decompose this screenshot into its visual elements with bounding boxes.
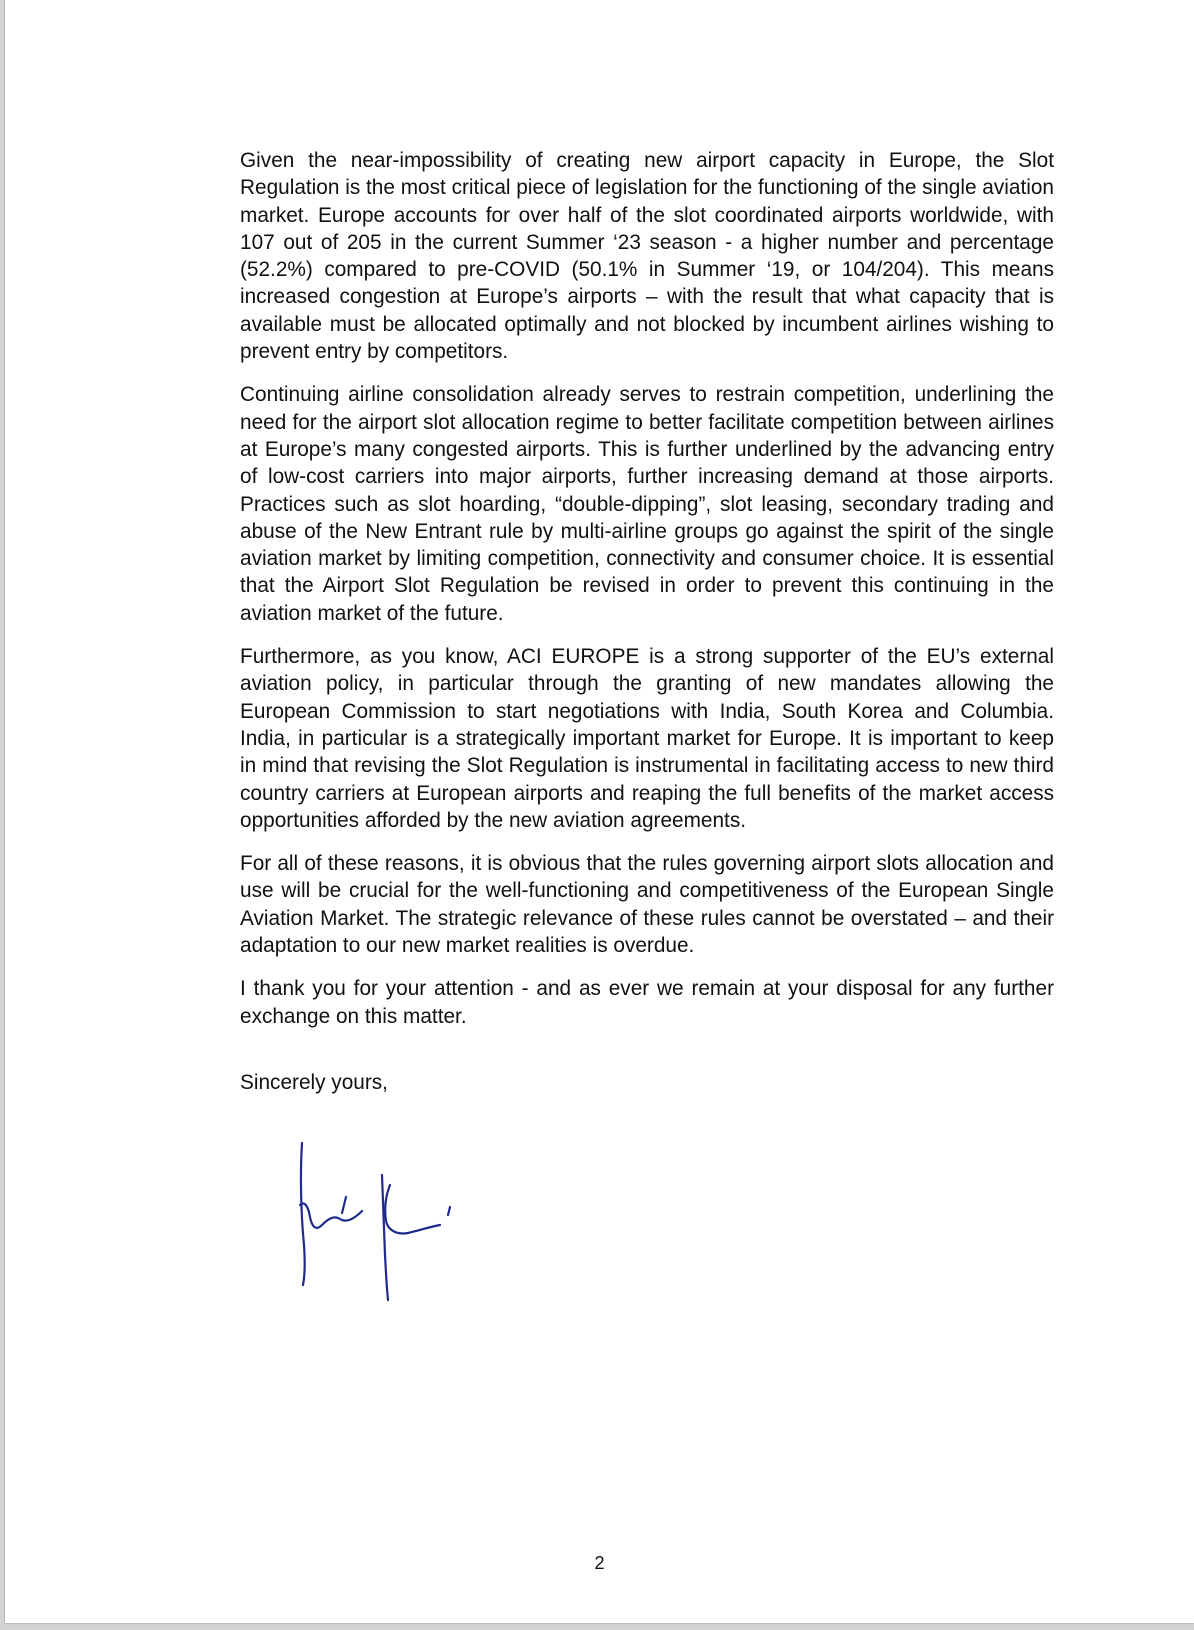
handwritten-signature [290, 1135, 490, 1335]
paragraph-airline-consolidation: Continuing airline consolidation already serves to restrain competition, underlining the need for the airport slot allocation regime to better facilitate competition between airlines at Europe’s many congested airports. This is further underlined by the advancing entry of low-cost carriers into major airports, further increasing demand at those airports. Practices such as slot hoarding, “double-dipping”, slot leasing, secondary trading and abuse of the New Entrant rule by multi-airline groups go against the spirit of the single aviation market by limiting competition, connectivity and consumer choice. It is essential that the Airport Slot Regulation be revised in order to prevent this continuing in the aviation market of the future. [240, 383, 1054, 625]
paragraph-external-aviation-policy: Furthermore, as you know, ACI EUROPE is a strong supporter of the EU’s external aviation policy, in particular through the granting of new mandates allowing the European Commission to start negotiations with India, South Korea and Columbia. India, in particular is a strategically important market for Europe. It is important to keep in mind that revising the Slot Regulation is instrumental in facilitating access to new third country carriers at European airports and reaping the full benefits of the market access opportunities afforded by the new aviation agreements. [240, 645, 1054, 832]
letter-body [240, 147, 1054, 1046]
paragraph-slot-regulation: Given the near-impossibility of creating new airport capacity in Europe, the Slot Regulation is the most critical piece of legislation for the functioning of the single aviation market. Europe accounts for over half of the slot coordinated airports worldwide, with 107 out of 205 in the current Summer ‘23 season - a higher number and percentage (52.2%) compared to pre-COVID (50.1% in Summer ‘19, or 104/204). This means increased congestion at Europe’s airports – with the result that what capacity that is available must be allocated optimally and not blocked by incumbent airlines wishing to prevent entry by competitors. [240, 149, 1054, 364]
document-page [5, 0, 1194, 1623]
page-number: 2 [594, 1553, 605, 1573]
paragraph-reasons: For all of these reasons, it is obvious that the rules governing airport slots allocation and use will be crucial for the well-functioning and competitiveness of the European Single Aviation Market. The strategic relevance of these rules cannot be overstated – and their adaptation to our new market realities is overdue. [240, 852, 1054, 958]
closing-salutation: Sincerely yours, [240, 1071, 388, 1094]
paragraph-thanks: I thank you for your attention - and as ever we remain at your disposal for any further exchange on this matter. [240, 977, 1054, 1028]
